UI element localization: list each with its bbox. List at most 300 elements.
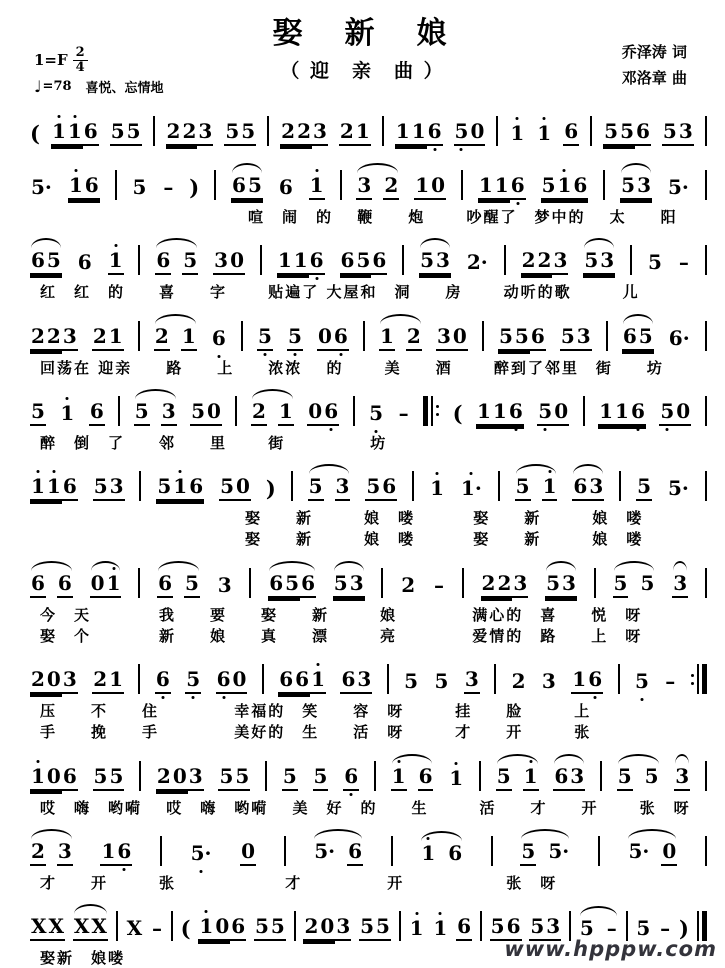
note: 3 <box>356 174 372 200</box>
lyrics-row: 压 不 住 幸福的 笑 容 呀 挂 脸 上 <box>40 702 592 720</box>
note: 1 <box>598 400 614 426</box>
slur-arc <box>580 906 617 916</box>
barline <box>291 471 293 501</box>
note-group <box>545 572 577 598</box>
barline <box>412 471 414 501</box>
note: 3 <box>356 668 372 694</box>
note: 3 <box>349 572 365 598</box>
note-group <box>92 668 124 694</box>
note: 5 <box>134 400 150 426</box>
note-group <box>307 400 339 426</box>
note-group <box>620 174 652 200</box>
barline <box>118 396 120 426</box>
note: 5 <box>182 249 198 275</box>
note-group <box>636 475 652 501</box>
note-group <box>664 670 676 694</box>
note: 5 <box>541 174 557 200</box>
note-group <box>89 400 105 426</box>
note-group <box>257 325 273 351</box>
note: 1 <box>51 120 67 146</box>
note: 5 <box>93 765 109 791</box>
note: 1 <box>278 400 294 426</box>
music-row <box>0 156 725 206</box>
slur-arc <box>618 754 659 764</box>
score-meta <box>34 46 164 96</box>
note: 1 <box>542 475 558 501</box>
note: – <box>660 916 671 940</box>
note: – <box>433 572 444 597</box>
note-group <box>213 249 245 275</box>
barline <box>382 116 384 146</box>
note-group <box>92 325 124 351</box>
barline <box>214 170 216 200</box>
note: – <box>678 250 689 275</box>
lyrics-row: 醉 倒 了 邻 里 街 坊 <box>40 433 388 452</box>
note-group <box>198 915 246 941</box>
song-subtitle: （ 迎 亲 曲 ） <box>280 60 445 82</box>
note: 6 <box>371 249 387 275</box>
slur-arc <box>314 829 362 839</box>
note: 5 <box>537 400 553 426</box>
note: 6 <box>30 572 46 598</box>
note-group <box>280 120 328 146</box>
note: 1 <box>277 249 293 275</box>
note-group <box>278 176 294 200</box>
note: 1 <box>106 572 122 598</box>
note: 2 <box>401 572 416 597</box>
slur-arc <box>269 561 315 571</box>
score-line <box>0 554 725 647</box>
note: 1 <box>409 916 424 940</box>
note-group <box>511 670 527 694</box>
note: 5 <box>234 765 250 791</box>
lyricist: 乔泽涛 词 <box>621 43 687 61</box>
note: 0 <box>319 915 335 941</box>
note: 6 <box>278 175 293 199</box>
note: 1 <box>433 916 448 940</box>
barline <box>482 321 484 351</box>
repeat-dots <box>691 674 694 685</box>
note-group <box>30 475 78 501</box>
note-group <box>536 122 552 146</box>
note: 3 <box>436 325 452 351</box>
note: 6 <box>84 174 100 200</box>
slur-arc <box>252 389 293 399</box>
note: 5 <box>254 915 270 941</box>
note: 0 <box>206 400 222 426</box>
music-row <box>0 554 725 604</box>
note: 3 <box>62 668 78 694</box>
repeat-end <box>691 664 707 694</box>
note: 6 <box>340 249 356 275</box>
watermark: www.hpppw.com <box>504 937 717 961</box>
slur-arc <box>91 561 121 571</box>
note-group <box>583 249 615 275</box>
note-group <box>110 120 142 146</box>
note-group <box>667 477 690 501</box>
note: 5 <box>613 572 629 598</box>
note: 6 <box>155 249 171 275</box>
note: 0 <box>469 120 485 146</box>
note: 5 <box>419 249 435 275</box>
note-group <box>662 120 694 146</box>
note: 0 <box>661 840 677 866</box>
note: 1 <box>430 476 444 500</box>
note: 1 <box>67 120 83 146</box>
slur-arc <box>546 561 576 571</box>
note-group <box>398 402 410 426</box>
barline <box>619 471 621 501</box>
note-group <box>134 400 177 426</box>
barline <box>480 911 482 941</box>
slur-arc <box>155 314 196 324</box>
note: 1 <box>556 174 572 200</box>
note: 3 <box>561 572 577 598</box>
note-group <box>478 174 526 200</box>
note: 6 <box>155 668 171 694</box>
note-group <box>339 120 371 146</box>
barline <box>479 761 481 791</box>
note: 2 <box>30 325 46 351</box>
note-group <box>678 251 690 275</box>
note: 3 <box>57 840 73 866</box>
lyrics-row: 红 红 的 喜 字 贴遍了 大屋和 洞 房 动听的歌 儿 <box>40 283 640 302</box>
note: 1 <box>537 121 552 145</box>
note: 1 <box>108 249 124 275</box>
note-group <box>277 249 325 275</box>
note-group <box>553 765 585 791</box>
note: 3 <box>576 325 592 351</box>
score-line <box>0 231 725 302</box>
barline <box>387 664 389 694</box>
parenthesis: ) <box>265 476 276 501</box>
note: 5 <box>108 765 124 791</box>
note: 2 <box>46 325 62 351</box>
note-group <box>68 174 100 200</box>
parenthesis: ) <box>678 916 689 941</box>
note: 5· <box>314 838 336 863</box>
note-group <box>659 400 691 426</box>
music-row <box>0 382 725 432</box>
barline <box>590 116 592 146</box>
time-signature <box>73 46 88 74</box>
score-line <box>0 307 725 378</box>
note: 5· <box>31 175 52 199</box>
note-group <box>77 251 93 275</box>
note: 6 <box>216 668 232 694</box>
barline <box>381 568 383 598</box>
note-group <box>231 174 263 200</box>
note: 3 <box>62 325 78 351</box>
lyrics-row: 回荡在 迎亲 路 上 浓浓 的 美 酒 醉到了邻里 街 坊 <box>40 358 664 377</box>
note-group <box>563 120 579 146</box>
note: 5· <box>190 840 212 865</box>
note-group <box>162 176 174 200</box>
barline <box>402 245 404 275</box>
barline <box>265 761 267 791</box>
note-group <box>409 917 425 941</box>
meter-denominator: 4 <box>75 59 85 75</box>
note: X <box>73 915 91 941</box>
barline <box>160 836 162 866</box>
note-group <box>496 765 539 791</box>
note: 6 <box>89 400 105 426</box>
note-group <box>520 840 570 866</box>
note: 2 <box>154 325 170 351</box>
note: 6 <box>333 325 349 351</box>
note: 6 <box>456 915 472 941</box>
note-group <box>414 174 446 200</box>
note: 6 <box>427 120 443 146</box>
note: 3 <box>217 572 232 597</box>
parenthesis: ( <box>30 121 40 146</box>
note-group <box>613 572 656 598</box>
barline <box>267 116 269 146</box>
note: 5 <box>224 120 240 146</box>
note: 6 <box>381 475 397 501</box>
note: 2 <box>280 120 296 146</box>
note: 6 <box>340 668 356 694</box>
note: 0 <box>675 400 691 426</box>
note-group <box>126 917 144 941</box>
note: 5 <box>498 325 514 351</box>
note: 5 <box>369 400 384 425</box>
note-group <box>287 325 303 351</box>
note-group <box>379 325 422 351</box>
barline <box>461 170 463 200</box>
barline <box>363 321 365 351</box>
note: 3 <box>588 475 604 501</box>
note: 1 <box>181 325 197 351</box>
slur-arc <box>357 163 398 173</box>
note: 5 <box>560 325 576 351</box>
note: 5 <box>636 475 652 501</box>
note-group <box>30 915 65 941</box>
note: 5 <box>496 765 512 791</box>
note: 1 <box>449 765 464 790</box>
note: 5 <box>355 249 371 275</box>
note-group <box>627 840 677 866</box>
note-group <box>90 572 122 598</box>
music-row <box>0 822 725 872</box>
lyrics-row: 才 开 张 才 开 张 呀 <box>40 873 558 892</box>
note: 5 <box>190 400 206 426</box>
barline <box>494 664 496 694</box>
note-group <box>343 765 359 791</box>
slur-arc <box>584 238 614 248</box>
note: – <box>151 916 162 940</box>
note: 6 <box>635 120 651 146</box>
note-group <box>30 176 53 200</box>
barline <box>294 911 296 941</box>
note: 5 <box>219 475 235 501</box>
note-group <box>185 668 201 694</box>
note: 5 <box>638 325 654 351</box>
note: 6 <box>508 400 524 426</box>
barline-thin <box>431 396 433 426</box>
note: 5 <box>603 120 619 146</box>
barline <box>340 170 342 200</box>
note: 6 <box>448 840 463 865</box>
note-group <box>278 668 326 694</box>
note: 5 <box>257 325 273 351</box>
note: 5 <box>375 915 391 941</box>
note: 6 <box>323 400 339 426</box>
note: 0 <box>553 400 569 426</box>
note: 6 <box>116 840 132 866</box>
note-group <box>395 120 443 146</box>
barline <box>705 471 707 501</box>
note: 3 <box>569 765 585 791</box>
slur-arc <box>628 829 676 839</box>
note-group <box>541 670 557 694</box>
note-group <box>308 475 351 501</box>
note-group <box>30 249 62 275</box>
score-line <box>0 156 725 227</box>
note: 5 <box>93 475 109 501</box>
note: 1 <box>309 174 325 200</box>
slur-arc <box>623 314 653 324</box>
note: 6 <box>563 120 579 146</box>
note-group <box>668 327 691 351</box>
note: 3 <box>188 765 204 791</box>
note-group <box>309 174 325 200</box>
note: 3 <box>161 400 177 426</box>
note: X <box>48 915 66 941</box>
note-group <box>240 840 256 866</box>
note: 1 <box>68 174 84 200</box>
note: 2 <box>481 572 497 598</box>
repeat-start <box>423 396 439 426</box>
note: 3 <box>435 249 451 275</box>
barline <box>235 396 237 426</box>
note: 5 <box>365 475 381 501</box>
score-line <box>0 102 725 152</box>
note-group <box>340 249 388 275</box>
note: 0 <box>46 668 62 694</box>
tempo-value: =78 <box>42 79 72 95</box>
note: 1 <box>395 120 411 146</box>
note: 6 <box>572 174 588 200</box>
note: 2 <box>92 668 108 694</box>
score-line <box>0 747 725 818</box>
song-title: 娶 新 娘 <box>272 16 453 51</box>
note: 1 <box>421 840 436 865</box>
barline <box>504 245 506 275</box>
slur-arc <box>614 561 655 571</box>
note-group <box>100 840 132 866</box>
note: 3 <box>335 475 351 501</box>
barline <box>284 836 286 866</box>
note: 6 <box>211 325 226 350</box>
note: 5 <box>218 765 234 791</box>
note-group <box>155 249 198 275</box>
note: 3 <box>512 572 528 598</box>
note: 6 <box>278 668 294 694</box>
note-group <box>216 668 248 694</box>
note: 5 <box>313 765 329 791</box>
barline <box>115 170 117 200</box>
slur-arc <box>74 904 107 914</box>
note-group <box>156 765 204 791</box>
note-group <box>617 765 660 791</box>
note: X <box>30 915 48 941</box>
note: 5· <box>548 838 570 863</box>
note: 1 <box>30 475 46 501</box>
note: 6 <box>587 668 603 694</box>
note-group <box>30 840 73 866</box>
note: 1 <box>60 400 75 425</box>
note: 5 <box>644 763 659 788</box>
barline <box>496 116 498 146</box>
note: 5 <box>648 250 662 275</box>
key-signature <box>34 46 164 74</box>
note: 6 <box>57 572 73 598</box>
slur-arc <box>158 561 199 571</box>
note: 3 <box>636 174 652 200</box>
note-group <box>108 249 124 275</box>
note: 1 <box>379 325 395 351</box>
slur-arc <box>31 561 72 571</box>
lyrics-row: 手 挽 手 美好的 生 活 呀 才 开 张 <box>40 723 592 742</box>
note: 5 <box>284 572 300 598</box>
lyrics-row: 娶 新 娘 喽 娶 新 娘 喽 <box>245 509 644 527</box>
note: 5 <box>619 120 635 146</box>
note: 0 <box>90 572 106 598</box>
note: 5 <box>634 669 649 693</box>
note: 3 <box>213 249 229 275</box>
barline <box>630 245 632 275</box>
note: 0 <box>307 400 323 426</box>
note: 5· <box>628 838 650 863</box>
barline <box>241 321 243 351</box>
note-group <box>224 120 256 146</box>
note: 1 <box>478 174 494 200</box>
note: 1 <box>571 668 587 694</box>
note: 5 <box>270 915 286 941</box>
note: 6 <box>347 840 363 866</box>
barline <box>491 836 493 866</box>
lyrics-row: 娶新 娘喽 <box>40 949 126 967</box>
slur-arc <box>673 561 687 571</box>
note: 1 <box>108 325 124 351</box>
note-group <box>93 475 125 501</box>
barline <box>353 396 355 426</box>
barline <box>262 664 264 694</box>
barline <box>705 396 707 426</box>
note: – <box>606 916 617 940</box>
barline <box>705 761 707 791</box>
note-group <box>433 574 445 598</box>
note: 6 <box>268 572 284 598</box>
note-group <box>634 670 650 694</box>
note-group <box>400 574 416 598</box>
music-row <box>0 747 725 797</box>
note: 5 <box>126 120 142 146</box>
note: – <box>163 175 174 199</box>
note-group <box>282 765 298 791</box>
note: 3 <box>545 915 561 941</box>
note-group <box>156 475 204 501</box>
note: 5 <box>579 916 594 940</box>
note: 2 <box>296 120 312 146</box>
note: 6 <box>418 765 434 791</box>
note-group <box>560 325 592 351</box>
note: 0 <box>452 325 468 351</box>
note: 2 <box>30 840 46 866</box>
note: 5 <box>287 325 303 351</box>
note-group <box>509 122 525 146</box>
